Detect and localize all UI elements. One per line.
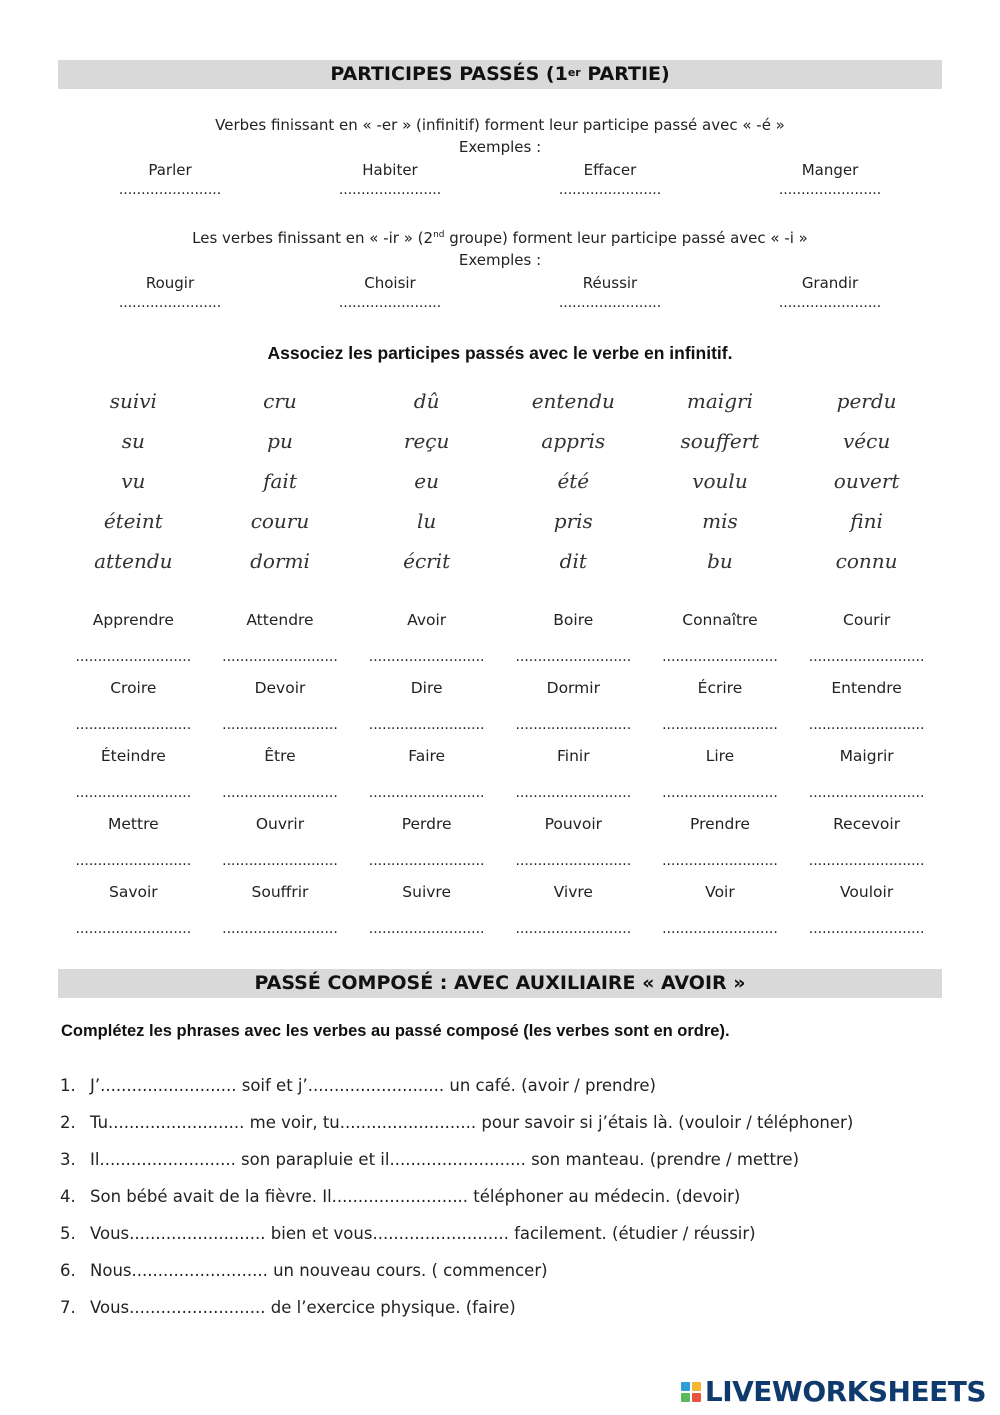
sentence-list bbox=[60, 1074, 940, 1333]
answer-blank[interactable]: .......................... bbox=[515, 649, 632, 665]
answer-blank[interactable]: ....................... bbox=[118, 295, 222, 311]
participle-item[interactable]: fait bbox=[263, 469, 297, 493]
infinitive-label: Souffrir bbox=[251, 883, 309, 901]
sentence-item bbox=[60, 1259, 940, 1296]
participle-item[interactable]: suivi bbox=[109, 389, 157, 413]
sentence-text[interactable]: Tu.......................... me voir, tu.......................... pour savoir si j’étais là. (vouloir / téléphoner) bbox=[90, 1113, 854, 1132]
sentence-item bbox=[60, 1148, 940, 1185]
sentence-item bbox=[60, 1111, 940, 1148]
example-item bbox=[60, 159, 280, 203]
answer-blank[interactable]: .......................... bbox=[75, 853, 192, 869]
answer-blank[interactable]: ....................... bbox=[778, 182, 882, 198]
infinitive-item bbox=[647, 742, 794, 810]
participle-item[interactable]: mis bbox=[702, 509, 738, 533]
infinitive-label: Entendre bbox=[831, 679, 902, 697]
infinitive-label: Boire bbox=[553, 611, 594, 629]
participle-item[interactable]: vécu bbox=[843, 429, 891, 453]
sentence-text[interactable]: Il.......................... son parapluie et il.......................... son manteau. (prendre / mettre) bbox=[90, 1150, 800, 1169]
participle-item[interactable]: pris bbox=[553, 509, 593, 533]
example-verb: Parler bbox=[148, 161, 192, 179]
infinitive-item bbox=[60, 810, 207, 878]
example-verb: Manger bbox=[801, 161, 859, 179]
answer-blank[interactable]: .......................... bbox=[662, 649, 778, 665]
participle-item[interactable]: vu bbox=[121, 469, 146, 493]
answer-blank[interactable]: .......................... bbox=[808, 649, 925, 665]
example-verb: Effacer bbox=[583, 161, 637, 179]
infinitive-item bbox=[60, 742, 207, 810]
participle-item[interactable]: été bbox=[557, 469, 590, 493]
participle-item[interactable]: lu bbox=[417, 509, 437, 533]
infinitive-label: Maigrir bbox=[839, 747, 894, 765]
infinitive-label: Attendre bbox=[246, 611, 314, 629]
sentence-number: 6. bbox=[60, 1261, 76, 1280]
sentence-item bbox=[60, 1296, 940, 1333]
infinitive-item bbox=[207, 674, 354, 742]
example-verb: Grandir bbox=[801, 274, 859, 292]
answer-blank[interactable]: .......................... bbox=[368, 717, 485, 733]
example-item bbox=[60, 272, 280, 316]
answer-blank[interactable]: .......................... bbox=[515, 853, 632, 869]
infinitive-label: Voir bbox=[705, 883, 735, 901]
infinitive-item bbox=[793, 810, 940, 878]
infinitive-label: Finir bbox=[556, 747, 590, 765]
participle-item[interactable]: eu bbox=[414, 469, 439, 493]
infinitive-label: Devoir bbox=[254, 679, 306, 697]
answer-blank[interactable]: .......................... bbox=[662, 921, 778, 937]
rule-er-examples bbox=[60, 159, 940, 203]
participle-item[interactable]: fini bbox=[850, 509, 883, 533]
logo-mark-icon bbox=[681, 1382, 701, 1402]
infinitive-label: Courir bbox=[843, 611, 891, 629]
infinitive-label: Savoir bbox=[108, 883, 158, 901]
rule-ir-examples bbox=[60, 272, 940, 316]
infinitive-item bbox=[353, 878, 500, 946]
answer-blank[interactable]: .......................... bbox=[662, 853, 778, 869]
participle-item[interactable]: reçu bbox=[403, 429, 450, 453]
participle-item[interactable]: perdu bbox=[836, 389, 897, 413]
answer-blank[interactable]: .......................... bbox=[515, 921, 632, 937]
answer-blank[interactable]: ....................... bbox=[338, 182, 442, 198]
associate-heading: Associez les participes passés avec le verbe en infinitif. bbox=[267, 343, 733, 363]
infinitive-label: Écrire bbox=[697, 679, 743, 697]
sentence-text[interactable]: Nous.......................... un nouveau cours. ( commencer) bbox=[90, 1261, 548, 1280]
sentence-number: 5. bbox=[60, 1224, 76, 1243]
answer-blank[interactable]: .......................... bbox=[808, 785, 925, 801]
infinitive-item bbox=[647, 878, 794, 946]
infinitive-item bbox=[793, 742, 940, 810]
answer-blank[interactable]: .......................... bbox=[222, 649, 338, 665]
infinitive-label: Mettre bbox=[108, 815, 159, 833]
sentence-text[interactable]: J’.......................... soif et j’.......................... un café. (avoir / prendre) bbox=[90, 1076, 656, 1095]
participle-item[interactable]: voulu bbox=[692, 469, 748, 493]
rule-ir-text: Les verbes finissant en « -ir » (2nd groupe) forment leur participe passé avec « -i » bbox=[192, 229, 808, 247]
answer-blank[interactable]: .......................... bbox=[368, 649, 485, 665]
example-item bbox=[720, 159, 940, 203]
infinitive-item bbox=[647, 810, 794, 878]
section-title-participes: PARTICIPES PASSÉS (1er PARTIE) bbox=[58, 60, 942, 89]
examples-label: Exemples : bbox=[458, 138, 542, 156]
infinitive-label: Recevoir bbox=[833, 815, 901, 833]
participle-item[interactable]: dormi bbox=[250, 549, 310, 573]
infinitive-label: Lire bbox=[705, 747, 735, 765]
answer-blank[interactable]: .......................... bbox=[222, 853, 338, 869]
infinitive-label: Perdre bbox=[401, 815, 452, 833]
infinitive-item bbox=[500, 606, 647, 674]
infinitive-item bbox=[500, 674, 647, 742]
infinitive-label: Avoir bbox=[407, 611, 447, 629]
example-item bbox=[720, 272, 940, 316]
infinitive-item bbox=[207, 742, 354, 810]
example-item bbox=[280, 272, 500, 316]
example-item bbox=[500, 159, 720, 203]
participle-item[interactable]: cru bbox=[263, 389, 297, 413]
participle-item[interactable]: connu bbox=[835, 549, 898, 573]
infinitive-label: Croire bbox=[110, 679, 157, 697]
infinitive-item bbox=[647, 674, 794, 742]
sentence-item bbox=[60, 1074, 940, 1111]
answer-blank[interactable]: .......................... bbox=[662, 717, 778, 733]
answer-blank[interactable]: .......................... bbox=[222, 785, 338, 801]
participle-item[interactable]: souffert bbox=[680, 429, 760, 453]
infinitive-label: Vivre bbox=[553, 883, 593, 901]
example-verb: Réussir bbox=[582, 274, 638, 292]
infinitive-label: Vouloir bbox=[840, 883, 894, 901]
example-verb: Choisir bbox=[364, 274, 416, 292]
answer-blank[interactable]: .......................... bbox=[75, 717, 192, 733]
example-verb: Habiter bbox=[362, 161, 418, 179]
participle-item[interactable]: entendu bbox=[531, 389, 615, 413]
answer-blank[interactable]: .......................... bbox=[222, 717, 338, 733]
infinitive-label: Dormir bbox=[546, 679, 600, 697]
rule-er-text: Verbes finissant en « -er » (infinitif) forment leur participe passé avec « -é » bbox=[215, 116, 785, 134]
participle-item[interactable]: éteint bbox=[103, 509, 163, 533]
answer-blank[interactable]: .......................... bbox=[515, 717, 632, 733]
example-item bbox=[500, 272, 720, 316]
answer-blank[interactable]: ....................... bbox=[118, 182, 222, 198]
participle-item[interactable]: maigri bbox=[686, 389, 753, 413]
infinitive-item bbox=[353, 674, 500, 742]
participle-item[interactable]: dit bbox=[559, 549, 587, 573]
infinitive-label: Éteindre bbox=[100, 747, 166, 765]
infinitive-item bbox=[353, 810, 500, 878]
logo-text: LIVEWORKSHEETS bbox=[704, 1375, 986, 1408]
infinitive-label: Être bbox=[264, 747, 296, 765]
infinitive-label: Suivre bbox=[402, 883, 451, 901]
answer-blank[interactable]: .......................... bbox=[368, 921, 485, 937]
answer-blank[interactable]: ....................... bbox=[778, 295, 882, 311]
sentence-number: 3. bbox=[60, 1150, 76, 1169]
answer-blank[interactable]: .......................... bbox=[808, 853, 925, 869]
participle-item[interactable]: bu bbox=[707, 549, 733, 573]
participles-grid bbox=[60, 381, 940, 581]
infinitive-item bbox=[60, 606, 207, 674]
infinitive-label: Prendre bbox=[690, 815, 750, 833]
infinitive-item bbox=[500, 742, 647, 810]
infinitive-label: Pouvoir bbox=[544, 815, 603, 833]
infinitive-item bbox=[353, 742, 500, 810]
infinitive-label: Dire bbox=[410, 679, 443, 697]
infinitive-item bbox=[647, 606, 794, 674]
infinitive-item bbox=[500, 878, 647, 946]
examples-label: Exemples : bbox=[458, 251, 542, 269]
example-item bbox=[280, 159, 500, 203]
infinitive-item bbox=[793, 674, 940, 742]
example-verb: Rougir bbox=[145, 274, 195, 292]
infinitive-item bbox=[60, 674, 207, 742]
answer-blank[interactable]: .......................... bbox=[75, 785, 192, 801]
answer-blank[interactable]: .......................... bbox=[808, 717, 925, 733]
infinitive-item bbox=[500, 810, 647, 878]
sentence-text[interactable]: Son bébé avait de la fièvre. Il.......................... téléphoner au médecin. (devoir) bbox=[90, 1187, 741, 1206]
answer-blank[interactable]: .......................... bbox=[75, 649, 192, 665]
participle-item[interactable]: couru bbox=[250, 509, 310, 533]
answer-blank[interactable]: ....................... bbox=[558, 182, 662, 198]
infinitive-item bbox=[353, 606, 500, 674]
infinitives-grid bbox=[60, 606, 940, 946]
instruction: Complétez les phrases avec les verbes au passé composé (les verbes sont en ordre). bbox=[61, 1022, 730, 1040]
sentence-number: 2. bbox=[60, 1113, 76, 1132]
participle-item[interactable]: écrit bbox=[403, 549, 451, 573]
infinitive-item bbox=[60, 878, 207, 946]
answer-blank[interactable]: .......................... bbox=[662, 785, 778, 801]
participle-item[interactable]: pu bbox=[267, 429, 293, 453]
infinitive-label: Apprendre bbox=[92, 611, 174, 629]
participle-item[interactable]: attendu bbox=[94, 549, 173, 573]
answer-blank[interactable]: .......................... bbox=[75, 921, 192, 937]
sentence-number: 1. bbox=[60, 1076, 76, 1095]
participle-item[interactable]: ouvert bbox=[833, 469, 900, 493]
answer-blank[interactable]: .......................... bbox=[368, 853, 485, 869]
infinitive-item bbox=[793, 606, 940, 674]
infinitive-item bbox=[207, 878, 354, 946]
answer-blank[interactable]: .......................... bbox=[808, 921, 925, 937]
infinitive-label: Ouvrir bbox=[255, 815, 305, 833]
answer-blank[interactable]: .......................... bbox=[368, 785, 485, 801]
answer-blank[interactable]: .......................... bbox=[222, 921, 338, 937]
infinitive-item bbox=[207, 606, 354, 674]
sentence-item bbox=[60, 1185, 940, 1222]
infinitive-item bbox=[793, 878, 940, 946]
participle-item[interactable]: su bbox=[121, 429, 145, 453]
infinitive-label: Connaître bbox=[682, 611, 758, 629]
liveworksheets-logo bbox=[681, 1375, 986, 1408]
answer-blank[interactable]: ....................... bbox=[338, 295, 442, 311]
infinitive-label: Faire bbox=[408, 747, 446, 765]
answer-blank[interactable]: .......................... bbox=[515, 785, 632, 801]
participle-item[interactable]: appris bbox=[541, 429, 606, 453]
sentence-item bbox=[60, 1222, 940, 1259]
sentence-number: 7. bbox=[60, 1298, 76, 1317]
section-title-passe-compose: PASSÉ COMPOSÉ : AVEC AUXILIAIRE « AVOIR » bbox=[58, 969, 942, 998]
sentence-text[interactable]: Vous.......................... bien et vous.......................... facilement. (étudier / réussir) bbox=[90, 1224, 756, 1243]
answer-blank[interactable]: ....................... bbox=[558, 295, 662, 311]
sentence-text[interactable]: Vous.......................... de l’exercice physique. (faire) bbox=[90, 1298, 516, 1317]
sentence-number: 4. bbox=[60, 1187, 76, 1206]
participle-item[interactable]: dû bbox=[413, 389, 440, 413]
infinitive-item bbox=[207, 810, 354, 878]
